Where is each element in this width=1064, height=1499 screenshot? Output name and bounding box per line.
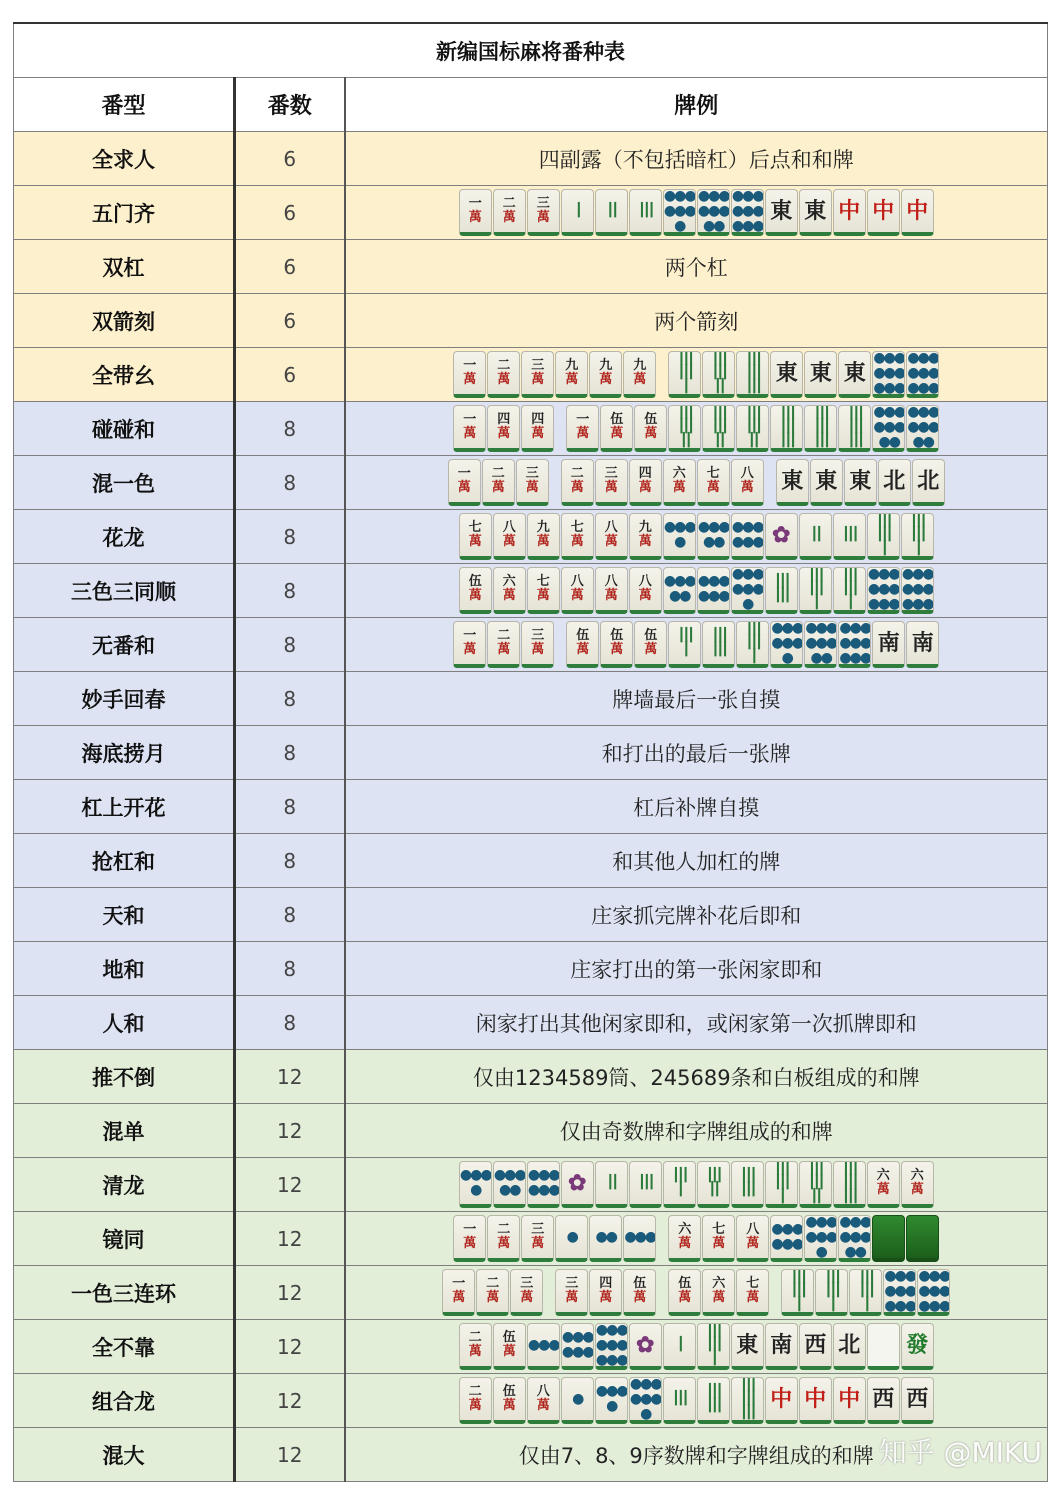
mahjong-tile: ● [561, 1377, 594, 1424]
mahjong-tile: ● [555, 1215, 588, 1262]
tile-back [872, 1215, 905, 1262]
mahjong-tile: ┃ [663, 1323, 696, 1370]
tile-hand [453, 1214, 939, 1264]
mahjong-tile: 六 萬 [493, 567, 526, 614]
tile-hand [453, 404, 939, 454]
example-tiles [345, 348, 1048, 402]
mahjong-tile: 中 [799, 1377, 832, 1424]
mahjong-tile: 東 [776, 459, 809, 506]
example-tiles [345, 1212, 1048, 1266]
mahjong-tile: 二 萬 [487, 621, 520, 668]
mahjong-tile: 八 萬 [736, 1215, 769, 1262]
mahjong-tile: ┃┃┃ ┃┃┃ ┃┃┃ [731, 1377, 764, 1424]
fan-type-name: 混大 [14, 1428, 235, 1482]
table-row [14, 726, 1048, 780]
mahjong-tile: ┃┃ [799, 513, 832, 560]
mahjong-tile [867, 1323, 900, 1370]
fan-count: 8 [235, 942, 345, 996]
tile-hand [453, 620, 939, 670]
tile-hand [453, 350, 939, 400]
mahjong-tile: ●●● ●●● ●● [697, 189, 730, 236]
fan-type-name: 全不靠 [14, 1320, 235, 1374]
example-tiles [345, 1374, 1048, 1428]
tile-hand [459, 566, 934, 616]
fan-type-name: 五门齐 [14, 186, 235, 240]
tile-hand [442, 1268, 950, 1318]
mahjong-tile: 三 萬 [527, 189, 560, 236]
mahjong-tile: 西 [799, 1323, 832, 1370]
mahjong-tile: 一 萬 [453, 351, 486, 398]
mahjong-tile: 一 萬 [453, 405, 486, 452]
mahjong-tile: 東 [731, 1323, 764, 1370]
mahjong-tile: ●●● ● [459, 1161, 492, 1208]
mahjong-tile: ┃┃┃ ┃┃┃ ┃┃┃ [838, 405, 871, 452]
mahjong-tile: 一 萬 [459, 189, 492, 236]
table-row [14, 1266, 1048, 1320]
mahjong-tile: ●●● ●●● ● [770, 621, 803, 668]
mahjong-tile: 三 萬 [521, 351, 554, 398]
mahjong-tile: 三 萬 [521, 1215, 554, 1262]
mahjong-tile: 中 [833, 1377, 866, 1424]
fan-type-name: 推不倒 [14, 1050, 235, 1104]
mahjong-tile: ┃┃┃ ┃┃┃ [702, 621, 735, 668]
fan-count: 12 [235, 1374, 345, 1428]
mahjong-tile: 北 [912, 459, 945, 506]
mahjong-tile: 四 萬 [487, 405, 520, 452]
fan-type-name: 双杠 [14, 240, 235, 294]
mahjong-tile: 伍 萬 [668, 1269, 701, 1316]
fan-type-name: 碰碰和 [14, 402, 235, 456]
fan-count: 6 [235, 294, 345, 348]
mahjong-tile: ┃┃┃ ┃┃┃ [697, 1377, 730, 1424]
mahjong-tile: ●●● ●●● ●●● [731, 189, 764, 236]
table-row [14, 672, 1048, 726]
table-row [14, 834, 1048, 888]
mahjong-tile: 東 [770, 351, 803, 398]
table-row [14, 780, 1048, 834]
tile-hand [459, 1376, 934, 1426]
mahjong-tile: 三 萬 [595, 459, 628, 506]
header-fan: 番数 [235, 78, 345, 132]
tile-hand [459, 1322, 934, 1372]
mahjong-tile: 七 萬 [697, 459, 730, 506]
mahjong-tile: 九 萬 [527, 513, 560, 560]
fan-count: 12 [235, 1212, 345, 1266]
mahjong-tile: 東 [765, 189, 798, 236]
mahjong-tile: 四 萬 [589, 1269, 622, 1316]
watermark: 知乎 @MIKU [878, 1436, 1042, 1469]
mahjong-tile: ┃┃┃ ┃┃┃ ┃ [867, 513, 900, 560]
fan-type-name: 人和 [14, 996, 235, 1050]
mahjong-tile: 八 萬 [595, 567, 628, 614]
fan-count: 6 [235, 348, 345, 402]
header-type: 番型 [14, 78, 235, 132]
mahjong-tile: 北 [833, 1323, 866, 1370]
mahjong-tile: ●●● ●●● ●●● [838, 621, 871, 668]
example-tiles [345, 510, 1048, 564]
mahjong-tile: ┃┃┃ ┃┃┃ ┃ [668, 351, 701, 398]
mahjong-tile: 二 萬 [459, 1323, 492, 1370]
example-tiles [345, 618, 1048, 672]
mahjong-tile: ●●● [623, 1215, 656, 1262]
mahjong-tile: ●●● ●●● [527, 1161, 560, 1208]
table-row [14, 1374, 1048, 1428]
mahjong-tile: ┃┃┃ ┃┃┃ ┃┃ [668, 405, 701, 452]
example-text: 仅由1234589筒、245689条和白板组成的和牌 [345, 1050, 1048, 1104]
tile-back [906, 1215, 939, 1262]
mahjong-tile: ┃┃┃ ┃┃┃ ┃ [781, 1269, 814, 1316]
mahjong-tile: 北 [878, 459, 911, 506]
mahjong-tile: ●●● [527, 1323, 560, 1370]
fan-count: 12 [235, 1266, 345, 1320]
mahjong-tile: 六 萬 [663, 459, 696, 506]
mahjong-tile: ┃┃┃ ┃┃┃ ┃┃┃ [770, 405, 803, 452]
mahjong-tile: ●●● ●●● ● [731, 567, 764, 614]
mahjong-tile: ✿ [629, 1323, 662, 1370]
mahjong-tile: 六 萬 [668, 1215, 701, 1262]
fan-type-name: 妙手回春 [14, 672, 235, 726]
mahjong-tile: 二 萬 [476, 1269, 509, 1316]
mahjong-tile: 東 [799, 189, 832, 236]
table-row [14, 1050, 1048, 1104]
mahjong-tile: 一 萬 [453, 621, 486, 668]
mahjong-tile: 七 萬 [561, 513, 594, 560]
mahjong-tile: ✿ [765, 513, 798, 560]
fan-count: 6 [235, 186, 345, 240]
example-text: 和其他人加杠的牌 [345, 834, 1048, 888]
example-tiles [345, 402, 1048, 456]
mahjong-tile: ●●● ●●● ●●● [901, 567, 934, 614]
fan-type-name: 海底捞月 [14, 726, 235, 780]
mahjong-tile: ●●● ●● [663, 567, 696, 614]
mahjong-tile: ┃┃ [595, 189, 628, 236]
mahjong-tile: ┃┃┃ ┃┃┃ ┃ [901, 513, 934, 560]
mahjong-tile: 八 萬 [731, 459, 764, 506]
fan-type-name: 全求人 [14, 132, 235, 186]
mahjong-tile: 四 萬 [629, 459, 662, 506]
mahjong-tile: ┃┃┃ [663, 1377, 696, 1424]
table-row [14, 456, 1048, 510]
mahjong-tile: 六 萬 [702, 1269, 735, 1316]
mahjong-tile: ●●● ●●● [731, 513, 764, 560]
mahjong-tile: ┃┃┃ ┃┃┃ ┃┃┃ [804, 405, 837, 452]
tile-hand [459, 512, 934, 562]
mahjong-tile: 一 萬 [442, 1269, 475, 1316]
table-title: 新编国标麻将番种表 [14, 23, 1048, 78]
mahjong-tile: ┃┃┃ [833, 513, 866, 560]
mahjong-tile: ┃┃┃ ┃ [663, 1161, 696, 1208]
mahjong-tile: ●●● ●●● ●●● [872, 351, 905, 398]
mahjong-tile: ┃┃┃ ┃ [668, 621, 701, 668]
fan-count: 12 [235, 1050, 345, 1104]
mahjong-tile: 伍 萬 [600, 621, 633, 668]
mahjong-tile: ●● [589, 1215, 622, 1262]
mahjong-tile: ┃┃┃ ┃┃┃ [731, 1161, 764, 1208]
mahjong-tile: 三 萬 [510, 1269, 543, 1316]
example-text: 仅由奇数牌和字牌组成的和牌 [345, 1104, 1048, 1158]
mahjong-tile: ✿ [561, 1161, 594, 1208]
fan-type-name: 全带幺 [14, 348, 235, 402]
fan-type-name: 一色三连环 [14, 1266, 235, 1320]
fan-type-name: 天和 [14, 888, 235, 942]
mahjong-tile: 伍 萬 [634, 621, 667, 668]
mahjong-tile: 伍 萬 [634, 405, 667, 452]
tile-hand [448, 458, 945, 508]
fan-type-name: 花龙 [14, 510, 235, 564]
fan-type-name: 三色三同顺 [14, 564, 235, 618]
mahjong-tile: 八 萬 [595, 513, 628, 560]
table-row [14, 402, 1048, 456]
mahjong-tile: ┃┃┃ ┃┃┃ ┃┃┃ [833, 1161, 866, 1208]
mahjong-tile: 九 萬 [623, 351, 656, 398]
mahjong-tile: 七 萬 [459, 513, 492, 560]
mahjong-tile: 一 萬 [566, 405, 599, 452]
fan-count: 6 [235, 132, 345, 186]
fan-count: 8 [235, 726, 345, 780]
fan-type-name: 混单 [14, 1104, 235, 1158]
mahjong-tile: 中 [867, 189, 900, 236]
mahjong-tile: 二 萬 [459, 1377, 492, 1424]
example-text: 杠后补牌自摸 [345, 780, 1048, 834]
mahjong-tile: ┃ [561, 189, 594, 236]
fan-count: 8 [235, 780, 345, 834]
mahjong-tile: ●●● ●●● ●●● [595, 1323, 628, 1370]
mahjong-tile: ●●● ●● [697, 513, 730, 560]
mahjong-tile: 中 [833, 189, 866, 236]
mahjong-tile: ●●● ●●● ● [804, 1215, 837, 1262]
mahjong-tile: ┃┃┃ ┃┃┃ ┃ [815, 1269, 848, 1316]
fan-count: 12 [235, 1104, 345, 1158]
table-row [14, 240, 1048, 294]
mahjong-tile: ┃┃┃ ┃┃┃ ┃ [765, 1161, 798, 1208]
table-row [14, 1320, 1048, 1374]
mahjong-tile: 七 萬 [736, 1269, 769, 1316]
fan-count: 8 [235, 564, 345, 618]
mahjong-tile: 伍 萬 [493, 1323, 526, 1370]
example-tiles [345, 1158, 1048, 1212]
mahjong-tile: 六 萬 [867, 1161, 900, 1208]
fan-type-name: 地和 [14, 942, 235, 996]
mahjong-tile: ●●● ●●● ● [663, 189, 696, 236]
mahjong-tile: 一 萬 [453, 1215, 486, 1262]
mahjong-tile: ┃┃┃ ┃┃┃ ┃ [736, 621, 769, 668]
mahjong-tile: ●●● ●●● ●● [838, 1215, 871, 1262]
table-row [14, 996, 1048, 1050]
mahjong-tile: ●●● ●●● [561, 1323, 594, 1370]
mahjong-tile: 中 [765, 1377, 798, 1424]
example-tiles [345, 1266, 1048, 1320]
mahjong-tile: ●●● ●●● ●● [804, 621, 837, 668]
fan-count: 6 [235, 240, 345, 294]
mahjong-tile: 發 [901, 1323, 934, 1370]
mahjong-tile: 三 萬 [516, 459, 549, 506]
fan-type-name: 双箭刻 [14, 294, 235, 348]
example-text: 庄家打出的第一张闲家即和 [345, 942, 1048, 996]
mahjong-tile: ┃┃┃ ┃┃┃ ┃ [697, 1323, 730, 1370]
mahjong-tile: 東 [838, 351, 871, 398]
fan-count: 8 [235, 618, 345, 672]
mahjong-tile: ┃┃┃ [629, 189, 662, 236]
fan-table [13, 22, 1048, 1482]
mahjong-tile: ●●● ●●● ●● [906, 405, 939, 452]
table-row [14, 1158, 1048, 1212]
mahjong-tile: ┃┃┃ ┃┃┃ ┃┃┃ [736, 351, 769, 398]
mahjong-tile: 二 萬 [487, 1215, 520, 1262]
fan-count: 12 [235, 1320, 345, 1374]
mahjong-tile: ┃┃┃ ┃┃┃ ┃ [833, 567, 866, 614]
fan-count: 8 [235, 672, 345, 726]
mahjong-tile: 伍 萬 [566, 621, 599, 668]
mahjong-tile: 東 [844, 459, 877, 506]
mahjong-tile: 七 萬 [702, 1215, 735, 1262]
mahjong-tile: ●●● ●●● ●●● [883, 1269, 916, 1316]
table-row [14, 564, 1048, 618]
mahjong-tile: 伍 萬 [459, 567, 492, 614]
table-row [14, 1212, 1048, 1266]
table-row [14, 132, 1048, 186]
table-row [14, 942, 1048, 996]
example-tiles [345, 456, 1048, 510]
example-text: 和打出的最后一张牌 [345, 726, 1048, 780]
fan-count: 8 [235, 402, 345, 456]
example-tiles [345, 564, 1048, 618]
mahjong-tile: 二 萬 [561, 459, 594, 506]
mahjong-tile: 九 萬 [555, 351, 588, 398]
mahjong-tile: 八 萬 [561, 567, 594, 614]
table-row [14, 294, 1048, 348]
fan-count: 12 [235, 1158, 345, 1212]
mahjong-tile: 二 萬 [487, 351, 520, 398]
mahjong-tile: 南 [765, 1323, 798, 1370]
mahjong-tile: ┃┃ [595, 1161, 628, 1208]
example-text: 庄家抓完牌补花后即和 [345, 888, 1048, 942]
mahjong-tile: ●●● ●●● ●●● [917, 1269, 950, 1316]
tile-hand [459, 188, 934, 238]
mahjong-tile: 二 萬 [482, 459, 515, 506]
mahjong-tile: ●●● ● [663, 513, 696, 560]
fan-type-name: 抢杠和 [14, 834, 235, 888]
mahjong-tile: ┃┃┃ ┃┃┃ ┃┃ [736, 405, 769, 452]
table-row [14, 888, 1048, 942]
example-text: 四副露（不包括暗杠）后点和和牌 [345, 132, 1048, 186]
fan-type-name: 混一色 [14, 456, 235, 510]
mahjong-tile: ●●● ●● [493, 1161, 526, 1208]
mahjong-tile: ●●● ●●● ●●● [906, 351, 939, 398]
fan-type-name: 无番和 [14, 618, 235, 672]
mahjong-tile: ┃┃┃ ┃┃┃ ┃┃ [702, 405, 735, 452]
mahjong-tile: ●●● ●●● [770, 1215, 803, 1262]
mahjong-tile: ┃┃┃ ┃┃ [697, 1161, 730, 1208]
mahjong-tile: 四 萬 [521, 405, 554, 452]
example-text: 闲家打出其他闲家即和，或闲家第一次抓牌即和 [345, 996, 1048, 1050]
fan-type-name: 镜同 [14, 1212, 235, 1266]
table-row [14, 348, 1048, 402]
mahjong-tile: 八 萬 [493, 513, 526, 560]
mahjong-tile: 九 萬 [629, 513, 662, 560]
fan-count: 12 [235, 1428, 345, 1482]
example-text: 两个箭刻 [345, 294, 1048, 348]
mahjong-tile: 七 萬 [527, 567, 560, 614]
mahjong-tile: ┃┃┃ ┃┃┃ [765, 567, 798, 614]
fan-type-name: 组合龙 [14, 1374, 235, 1428]
example-tiles [345, 1320, 1048, 1374]
mahjong-tile: 西 [901, 1377, 934, 1424]
example-text: 两个杠 [345, 240, 1048, 294]
mahjong-tile: ●●● ●●● ● [629, 1377, 662, 1424]
mahjong-tile: 中 [901, 189, 934, 236]
mahjong-tile: ●●● ●●● [697, 567, 730, 614]
fan-type-name: 清龙 [14, 1158, 235, 1212]
mahjong-tile: ●●● ●●● ●● [872, 405, 905, 452]
mahjong-tile: 二 萬 [493, 189, 526, 236]
mahjong-tile: 伍 萬 [493, 1377, 526, 1424]
mahjong-tile: 東 [810, 459, 843, 506]
mahjong-tile: 三 萬 [521, 621, 554, 668]
header-example: 牌例 [345, 78, 1048, 132]
fan-count: 8 [235, 510, 345, 564]
mahjong-tile: 九 萬 [589, 351, 622, 398]
mahjong-tile: 六 萬 [901, 1161, 934, 1208]
mahjong-tile: 伍 萬 [600, 405, 633, 452]
table-row [14, 1104, 1048, 1158]
tile-hand [459, 1160, 934, 1210]
fan-count: 8 [235, 888, 345, 942]
mahjong-tile: ┃┃┃ [629, 1161, 662, 1208]
table-row [14, 510, 1048, 564]
fan-type-name: 杠上开花 [14, 780, 235, 834]
mahjong-tile: 南 [872, 621, 905, 668]
table-row [14, 618, 1048, 672]
mahjong-tile: ┃┃┃ ┃┃┃ ┃ [849, 1269, 882, 1316]
example-tiles [345, 186, 1048, 240]
mahjong-tile: 伍 萬 [623, 1269, 656, 1316]
mahjong-tile: ┃┃┃ ┃┃┃ ┃┃ [799, 1161, 832, 1208]
mahjong-tile: ●●● ●●● ●●● [867, 567, 900, 614]
mahjong-tile: ●●● ● [595, 1377, 628, 1424]
mahjong-tile: 西 [867, 1377, 900, 1424]
fan-count: 8 [235, 996, 345, 1050]
mahjong-tile: 南 [906, 621, 939, 668]
table-row [14, 186, 1048, 240]
mahjong-tile: 八 萬 [527, 1377, 560, 1424]
mahjong-tile: 一 萬 [448, 459, 481, 506]
example-text: 仅由7、8、9序数牌和字牌组成的和牌 [345, 1428, 1048, 1482]
mahjong-tile: ┃┃┃ ┃┃┃ ┃┃ [702, 351, 735, 398]
example-text: 牌墙最后一张自摸 [345, 672, 1048, 726]
mahjong-tile: 東 [804, 351, 837, 398]
mahjong-tile: 八 萬 [629, 567, 662, 614]
mahjong-tile: ┃┃┃ ┃┃┃ ┃ [799, 567, 832, 614]
fan-count: 8 [235, 834, 345, 888]
mahjong-tile: 三 萬 [555, 1269, 588, 1316]
fan-count: 8 [235, 456, 345, 510]
